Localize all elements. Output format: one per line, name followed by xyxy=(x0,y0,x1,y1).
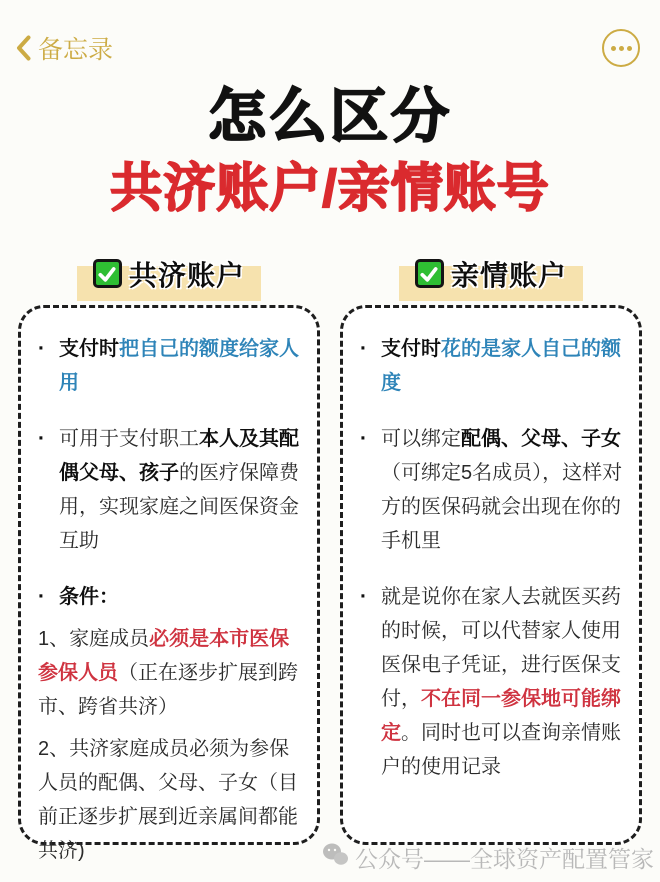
paragraph-text: 条件： xyxy=(59,585,119,608)
content-box-left xyxy=(18,305,320,862)
bullet-paragraph xyxy=(360,580,625,784)
bullet-marker: · xyxy=(360,426,367,450)
bullet-marker: · xyxy=(360,584,367,608)
bullet-paragraph xyxy=(38,732,303,868)
watermark xyxy=(322,841,654,874)
chevron-left-icon xyxy=(16,35,31,61)
content-box-right xyxy=(340,305,642,845)
page-title: 怎么区分 xyxy=(207,84,452,149)
watermark-text: 公众号——全球资产配置管家 xyxy=(355,846,654,872)
bullet-paragraph xyxy=(360,422,625,558)
more-button[interactable] xyxy=(602,29,640,67)
paragraph-text: 可用于支付职工本人及其配偶父母、孩子的医疗保障费用，实现家庭之间医保资金互助 xyxy=(59,427,299,552)
paragraph-text: 支付时花的是家人自己的额度 xyxy=(381,337,621,394)
paragraph-text: 就是说你在家人去就医买药的时候，可以代替家人使用医保电子凭证，进行医保支付，不在同一参保地可能绑定。同时也可以查询亲情账户的使用记录 xyxy=(381,585,621,778)
header-label-left: 共济账户 xyxy=(128,259,245,291)
paragraph-text: 1、家庭成员必须是本市医保参保人员（正在逐步扩展到跨市、跨省共济） xyxy=(38,627,298,718)
green-check-icon xyxy=(415,259,444,288)
column-header-left xyxy=(18,252,320,296)
bullet-paragraph xyxy=(38,422,303,558)
bullet-paragraph xyxy=(38,580,303,614)
column-headers xyxy=(0,252,660,296)
bullet-paragraph xyxy=(360,332,625,400)
bullet-paragraph xyxy=(38,622,303,724)
top-bar xyxy=(0,0,660,68)
green-check-icon xyxy=(93,259,122,288)
bullet-marker: · xyxy=(360,336,367,360)
bullet-marker: · xyxy=(38,584,45,608)
back-label: 备忘录 xyxy=(38,36,114,64)
bullet-marker: · xyxy=(38,336,45,360)
ellipsis-icon xyxy=(611,46,616,51)
paragraph-text: 可以绑定配偶、父母、子女（可绑定5名成员），这样对方的医保码就会出现在你的手机里 xyxy=(381,427,623,552)
bullet-marker: · xyxy=(38,426,45,450)
column-header-right xyxy=(340,252,642,296)
wechat-icon xyxy=(322,842,349,873)
page-subtitle: 共济账户/亲情账号 xyxy=(110,159,550,218)
paragraph-text: 2、共济家庭成员必须为参保人员的配偶、父母、子女（目前正逐步扩展到近亲属间都能共济) xyxy=(38,737,298,862)
paragraph-text: 支付时把自己的额度给家人用 xyxy=(59,337,299,394)
header-label-right: 亲情账户 xyxy=(450,259,567,291)
bullet-paragraph xyxy=(38,332,303,400)
back-button[interactable] xyxy=(16,30,113,66)
